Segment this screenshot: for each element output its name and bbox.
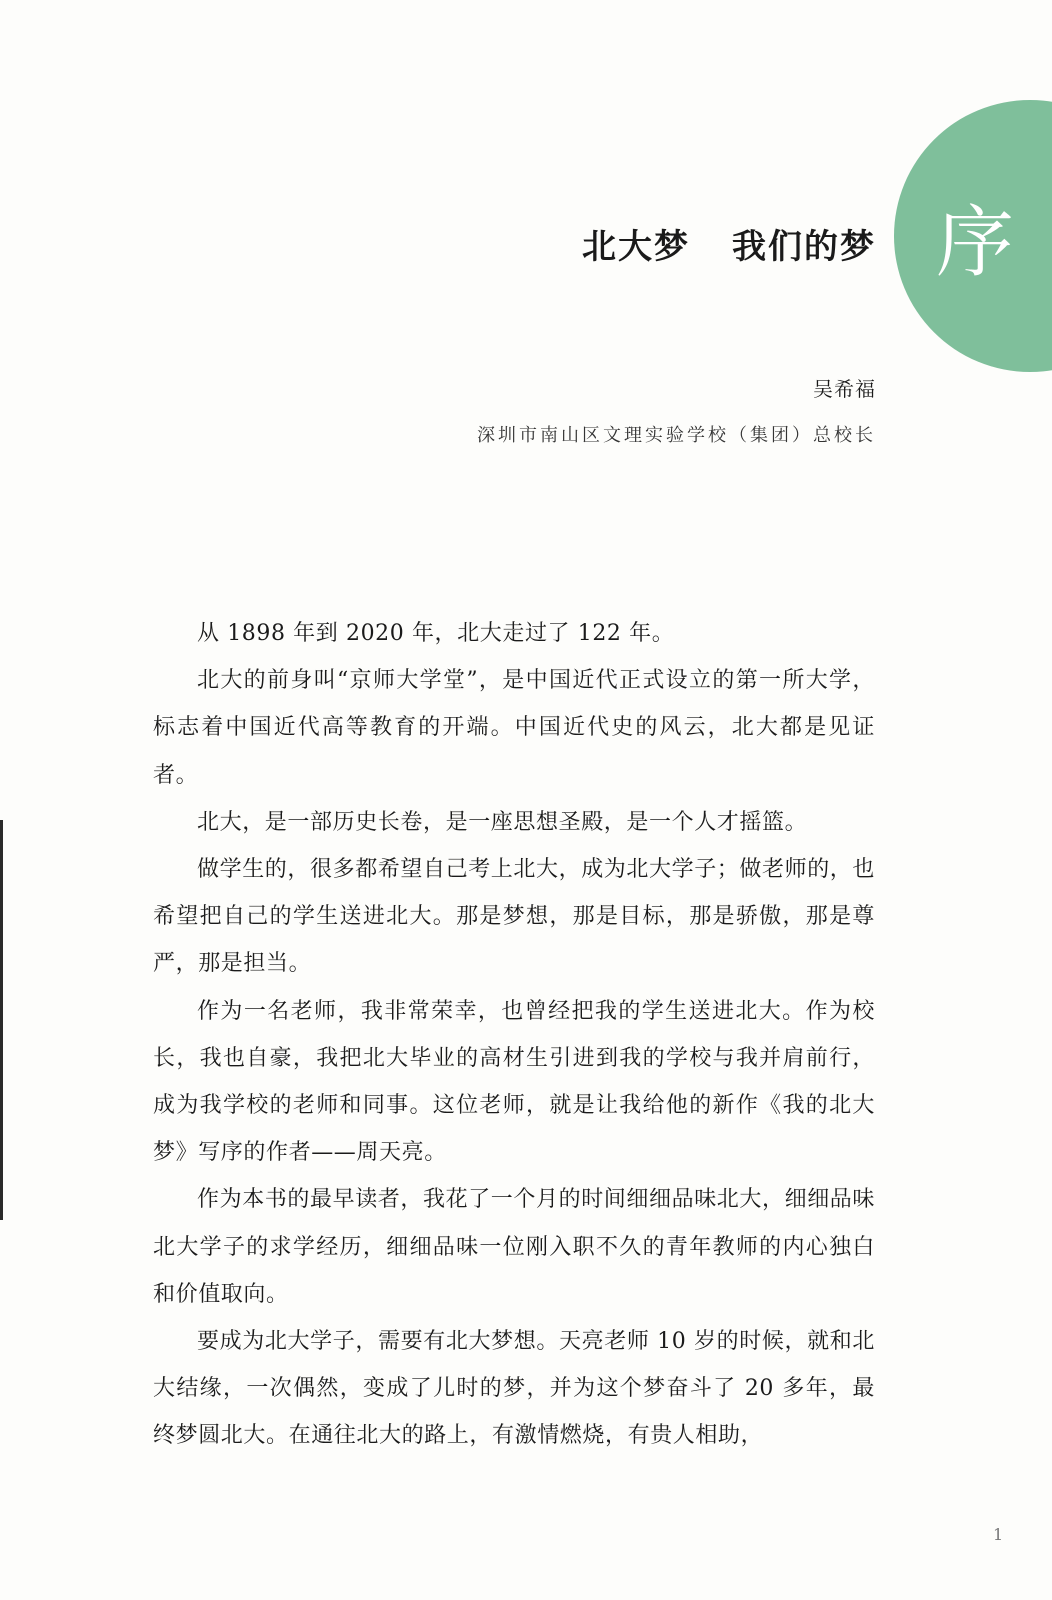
chapter-mark-char: 序 <box>936 198 1015 288</box>
title-part-2: 我们的梦 <box>732 227 876 267</box>
body-text <box>153 610 875 1460</box>
paragraph: 作为本书的最早读者，我花了一个月的时间细细品味北大，细细品味北大学子的求学经历，细细品味一位刚入职不久的青年教师的内心独白和价值取向。 <box>153 1187 876 1307</box>
page-number: 1 <box>993 1525 1004 1544</box>
paragraph: 北大的前身叫“京师大学堂”，是中国近代正式设立的第一所大学，标志着中国近代高等教育的开端。中国近代史的风云，北大都是见证者。 <box>153 668 875 788</box>
paragraph: 北大，是一部历史长卷，是一座思想圣殿，是一个人才摇篮。 <box>197 809 808 835</box>
paragraph: 做学生的，很多都希望自己考上北大，成为北大学子；做老师的，也希望把自己的学生送进北大。那是梦想，那是目标，那是骄傲，那是尊严，那是担当。 <box>153 857 876 977</box>
paragraph: 要成为北大学子，需要有北大梦想。天亮老师 10 岁的时候，就和北大结缘，一次偶然，变成了儿时的梦，并为这个梦奋斗了 20 多年，最终梦圆北大。在通往北大的路上，有激情燃烧，有贵人相助， <box>153 1329 875 1449</box>
author-name: 吴希福 <box>813 377 876 401</box>
title-part-1: 北大梦 <box>582 227 690 267</box>
paragraph: 从 1898 年到 2020 年，北大走过了 122 年。 <box>197 621 675 646</box>
page-title <box>582 223 876 271</box>
paragraph: 作为一名老师，我非常荣幸，也曾经把我的学生送进北大。作为校长，我也自豪，我把北大毕业的高材生引进到我的学校与我并肩前行，成为我学校的老师和同事。这位老师，就是让我给他的新作《我的北大梦》写序的作者——周天亮。 <box>153 998 875 1166</box>
page-spine-edge <box>0 820 3 1220</box>
author-affiliation: 深圳市南山区文理实验学校（集团）总校长 <box>477 425 876 446</box>
